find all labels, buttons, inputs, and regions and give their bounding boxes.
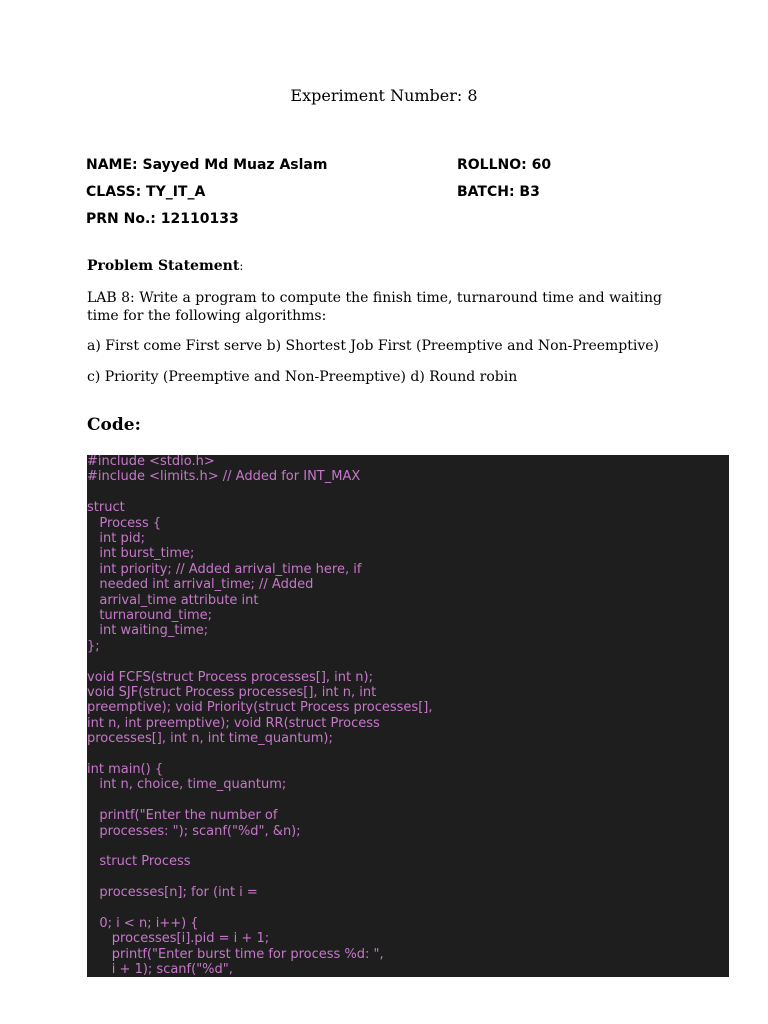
code-line: #include <limits.h> // Added for INT_MAX: [87, 469, 361, 485]
code-line: int pid;: [87, 531, 145, 546]
code-line: #include <stdio.h>: [87, 455, 215, 469]
algorithm-list-line-2: c) Priority (Preemptive and Non-Preemptive) d) Round robin: [87, 369, 518, 385]
code-line: void FCFS(struct Process processes[], int n);: [87, 669, 373, 685]
code-line: printf("Enter the number of: [87, 808, 278, 824]
student-name: NAME: Sayyed Md Muaz Aslam: [86, 157, 328, 173]
code-line: processes[], int n, int time_quantum);: [87, 731, 333, 747]
code-line: int main() {: [87, 762, 164, 777]
code-line: needed int arrival_time; // Added: [87, 577, 314, 593]
code-line: turnaround_time;: [87, 608, 213, 623]
code-line: void SJF(struct Process processes[], int n, int: [87, 685, 377, 700]
code-line: int priority; // Added arrival_time here, if: [87, 561, 362, 577]
code-line: struct: [87, 500, 125, 516]
code-line: int burst_time;: [87, 546, 195, 562]
code-line: int waiting_time;: [87, 623, 209, 639]
code-line: printf("Enter burst time for process %d: ",: [87, 946, 384, 962]
code-line: 0; i < n; i++) {: [87, 916, 199, 931]
prn-field: PRN No.: 12110133: [86, 211, 239, 227]
roll-number: ROLLNO: 60: [457, 157, 552, 173]
code-line: struct Process: [87, 854, 191, 870]
class-field: CLASS: TY_IT_A: [86, 184, 206, 200]
code-block: [87, 455, 729, 977]
problem-statement-label: Problem Statement: [87, 258, 240, 274]
page-title: Experiment Number: 8: [290, 86, 478, 105]
code-line: int n, choice, time_quantum;: [87, 777, 287, 793]
code-line: processes: "); scanf("%d", &n);: [87, 823, 301, 839]
code-line: preemptive); void Priority(struct Process processes[],: [87, 700, 433, 716]
algorithm-list-line-1: a) First come First serve b) Shortest Job First (Preemptive and Non-Preemptive): [87, 338, 660, 354]
problem-statement-colon: :: [239, 259, 244, 273]
code-line: int n, int preemptive); void RR(struct Process: [87, 715, 380, 731]
code-line: arrival_time attribute int: [87, 592, 259, 608]
batch-field: BATCH: B3: [457, 184, 540, 200]
code-line: processes[i].pid = i + 1;: [87, 931, 270, 947]
code-line: i + 1); scanf("%d",: [87, 962, 233, 977]
code-line: Process {: [87, 515, 162, 531]
code-line: processes[n]; for (int i =: [87, 885, 258, 901]
problem-statement-body: LAB 8: Write a program to compute the finish time, turnaround time and waiting time for the following algorithms:: [87, 290, 662, 324]
code-line: };: [87, 638, 100, 654]
code-heading: Code:: [87, 415, 141, 435]
problem-statement-heading: [87, 258, 243, 274]
